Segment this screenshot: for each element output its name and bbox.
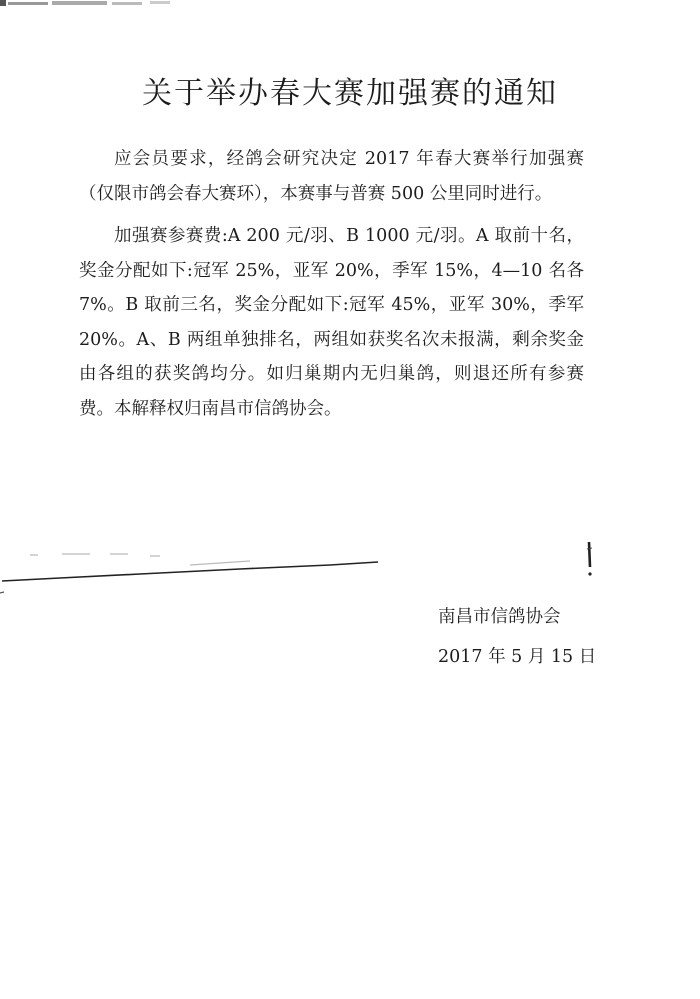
paragraph-rules: 加强赛参赛费:A 200 元/羽、B 1000 元/羽。A 取前十名，奖金分配如下:冠军 25%，亚军 20%，季军 15%，4—10 名各 7%。B 取前三名，奖金分配如下:冠军 45%，亚军 30%，季军 20%。A、B 两组单独排名，两组如获奖名次未报满，剩余奖金由各组的获奖鸽均分。如归巢期内无归巢鸽，则退还所有参赛费。本解释权归南昌市信鸽协会。 xyxy=(79,226,584,419)
notice-title: 关于举办春大赛加强赛的通知 xyxy=(142,76,558,111)
scan-artifact-top xyxy=(0,0,200,8)
signature-date: 2017 年 5 月 15 日 xyxy=(438,647,597,667)
notice-body xyxy=(79,142,584,426)
signature-organization: 南昌市信鸽协会 xyxy=(438,607,561,627)
scan-artifact-line xyxy=(0,535,700,605)
paragraph-intro: 应会员要求，经鸽会研究决定 2017 年春大赛举行加强赛（仅限市鸽会春大赛环），本赛事与普赛 500 公里同时进行。 xyxy=(79,149,584,204)
